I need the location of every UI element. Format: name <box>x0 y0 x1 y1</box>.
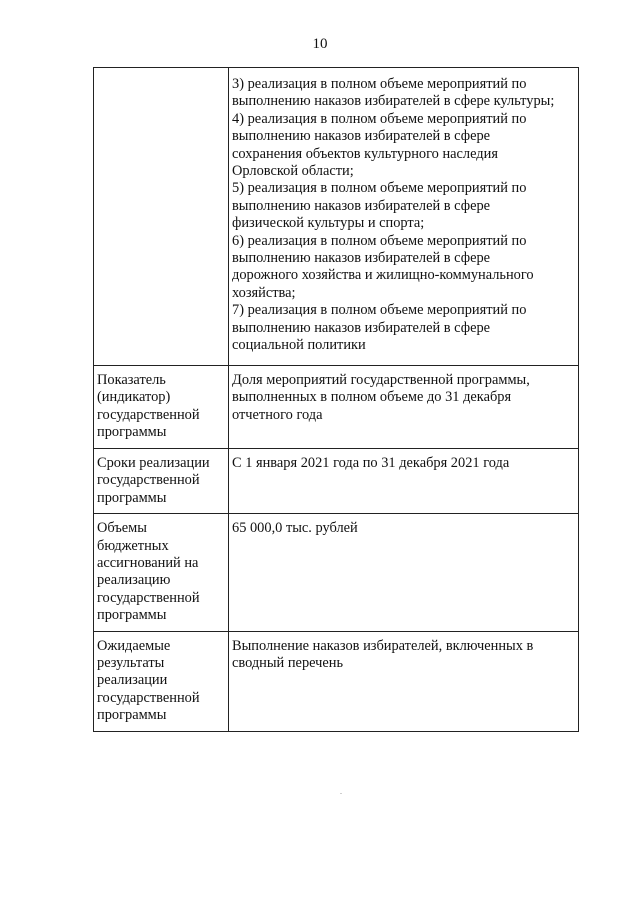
value-cell-indicator <box>229 366 579 449</box>
table-row-results <box>94 631 579 731</box>
label-line: программы <box>97 424 167 441</box>
text-line: сводный перечень <box>232 655 344 672</box>
text-line: дорожного хозяйства и жилищно-коммунального <box>232 267 534 284</box>
label-line: Ожидаемые <box>97 637 171 654</box>
text-line: 5) реализация в полном объеме мероприятий по <box>232 180 527 197</box>
text-line: выполненных в полном объеме до 31 декабря <box>232 389 512 406</box>
text-line: социальной политики <box>232 337 366 354</box>
text-line: выполнению наказов избирателей в сфере <box>232 319 491 336</box>
text-line: 3) реализация в полном объеме мероприятий по <box>232 76 527 92</box>
label-cell-indicator <box>94 366 229 449</box>
text-line: 4) реализация в полном объеме мероприятий по <box>232 110 527 127</box>
label-line: Показатель <box>97 372 166 388</box>
text-line: отчетного года <box>232 406 323 423</box>
label-cell-terms <box>94 449 229 514</box>
text-line: выполнению наказов избирателей в сфере <box>232 128 491 145</box>
text-line: Выполнение наказов избирателей, включенных в <box>232 637 534 654</box>
label-cell-results <box>94 631 229 731</box>
value-cell-tasks <box>229 68 579 366</box>
label-line: реализации <box>97 672 168 689</box>
label-line: государственной <box>97 406 200 423</box>
scan-speck <box>340 793 342 794</box>
label-line: ассигнований на <box>97 555 199 572</box>
text-line: 6) реализация в полном объеме мероприятий по <box>232 232 527 249</box>
label-line: Сроки реализации <box>97 455 210 471</box>
label-line: (индикатор) <box>97 389 171 406</box>
value-cell-terms <box>229 449 579 514</box>
label-line: реализацию <box>97 572 171 589</box>
label-line: государственной <box>97 472 200 489</box>
value-cell-results <box>229 631 579 731</box>
label-line: Объемы <box>97 520 147 537</box>
label-line: государственной <box>97 589 200 606</box>
page-number: 10 <box>312 36 328 52</box>
text-line: 65 000,0 тыс. рублей <box>232 520 358 537</box>
label-line: бюджетных <box>97 537 169 554</box>
label-line: программы <box>97 707 167 724</box>
text-line: 7) реализация в полном объеме мероприятий по <box>232 302 527 319</box>
text-line: физической культуры и спорта; <box>232 215 425 232</box>
text-line: сохранения объектов культурного наследия <box>232 145 498 162</box>
text-line: Доля мероприятий государственной программы, <box>232 372 530 388</box>
label-line: программы <box>97 489 167 506</box>
text-line: С 1 января 2021 года по 31 декабря 2021 года <box>232 455 510 471</box>
label-line: государственной <box>97 689 200 706</box>
passport-table <box>93 67 579 732</box>
table-row-indicator <box>94 366 579 449</box>
table-row-budget <box>94 514 579 631</box>
text-line: выполнению наказов избирателей в сфере культуры; <box>232 93 555 110</box>
table-row-tasks-continuation <box>94 68 579 366</box>
text-line: Орловской области; <box>232 163 354 180</box>
value-cell-budget <box>229 514 579 631</box>
text-line: выполнению наказов избирателей в сфере <box>232 250 491 267</box>
label-line: результаты <box>97 655 165 672</box>
label-line: программы <box>97 607 167 624</box>
label-cell-empty <box>94 68 229 366</box>
label-cell-budget <box>94 514 229 631</box>
text-line: выполнению наказов избирателей в сфере <box>232 197 491 214</box>
table-row-terms <box>94 449 579 514</box>
text-line: хозяйства; <box>232 284 296 301</box>
